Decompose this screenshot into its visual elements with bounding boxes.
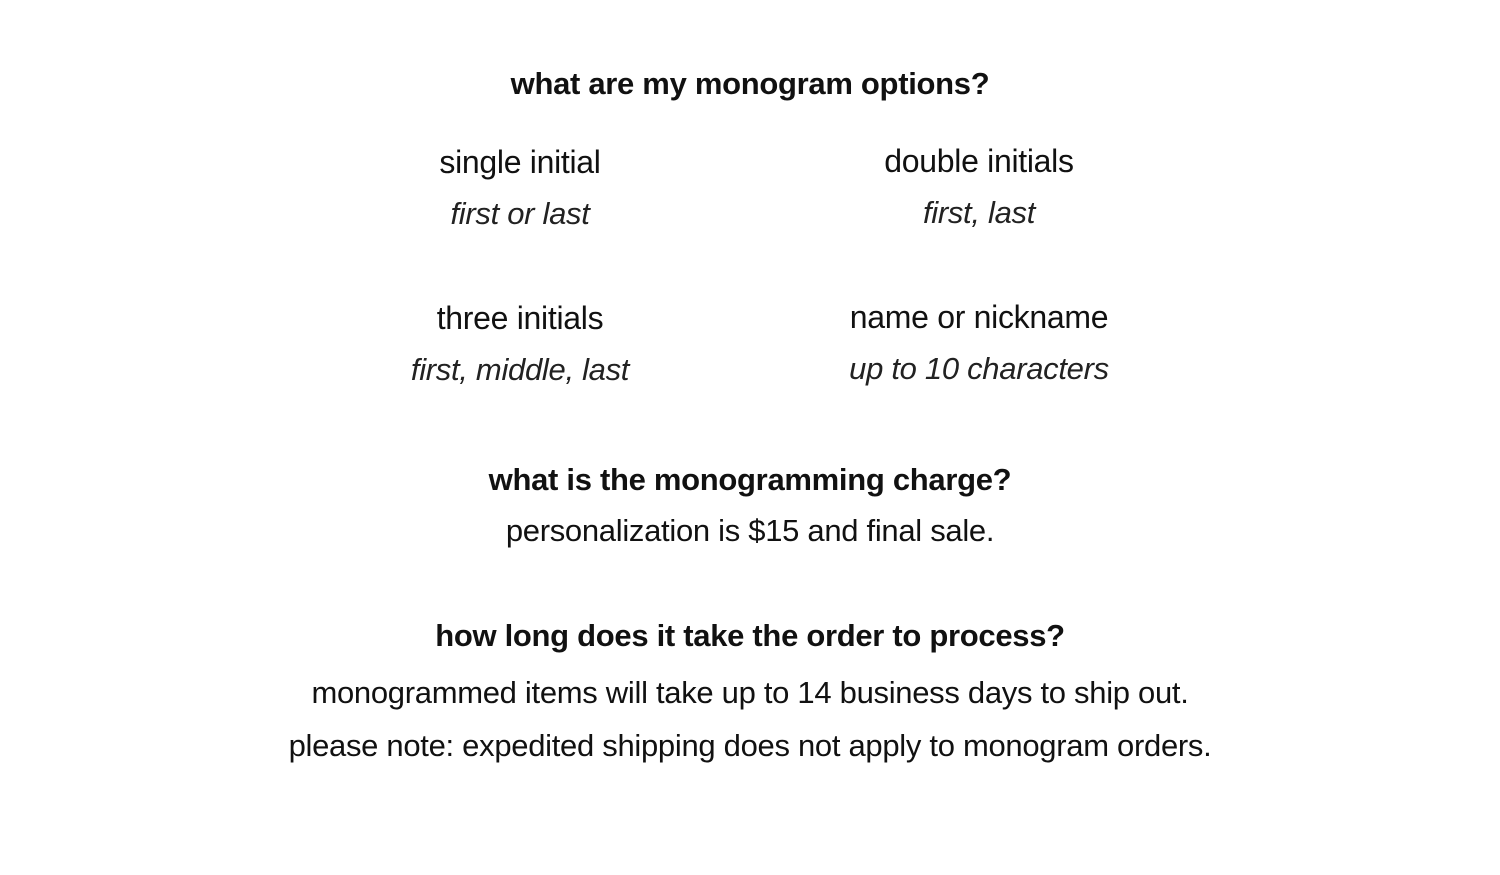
option-single-initial	[340, 142, 700, 234]
processing-time-answer: monogrammed items will take up to 14 business days to ship out. please note: expedited shipping does not apply to monogram orders.	[288, 675, 1212, 763]
option-title: double initials	[884, 143, 1074, 179]
option-description: up to 10 characters	[849, 351, 1109, 386]
option-description: first, last	[922, 195, 1036, 230]
option-name-or-nickname	[799, 297, 1159, 389]
option-title: name or nickname	[849, 299, 1109, 335]
monogram-options-heading: what are my monogram options?	[510, 66, 990, 101]
monogram-charge-heading: what is the monogramming charge?	[488, 462, 1012, 497]
option-description: first, middle, last	[410, 352, 630, 387]
option-three-initials	[340, 298, 700, 390]
option-title: single initial	[439, 144, 601, 180]
option-description: first or last	[450, 196, 590, 231]
option-double-initials	[799, 141, 1159, 233]
monogram-charge-answer: personalization is $15 and final sale.	[505, 513, 995, 548]
processing-time-heading: how long does it take the order to process?	[435, 618, 1065, 653]
option-title: three initials	[436, 300, 604, 336]
